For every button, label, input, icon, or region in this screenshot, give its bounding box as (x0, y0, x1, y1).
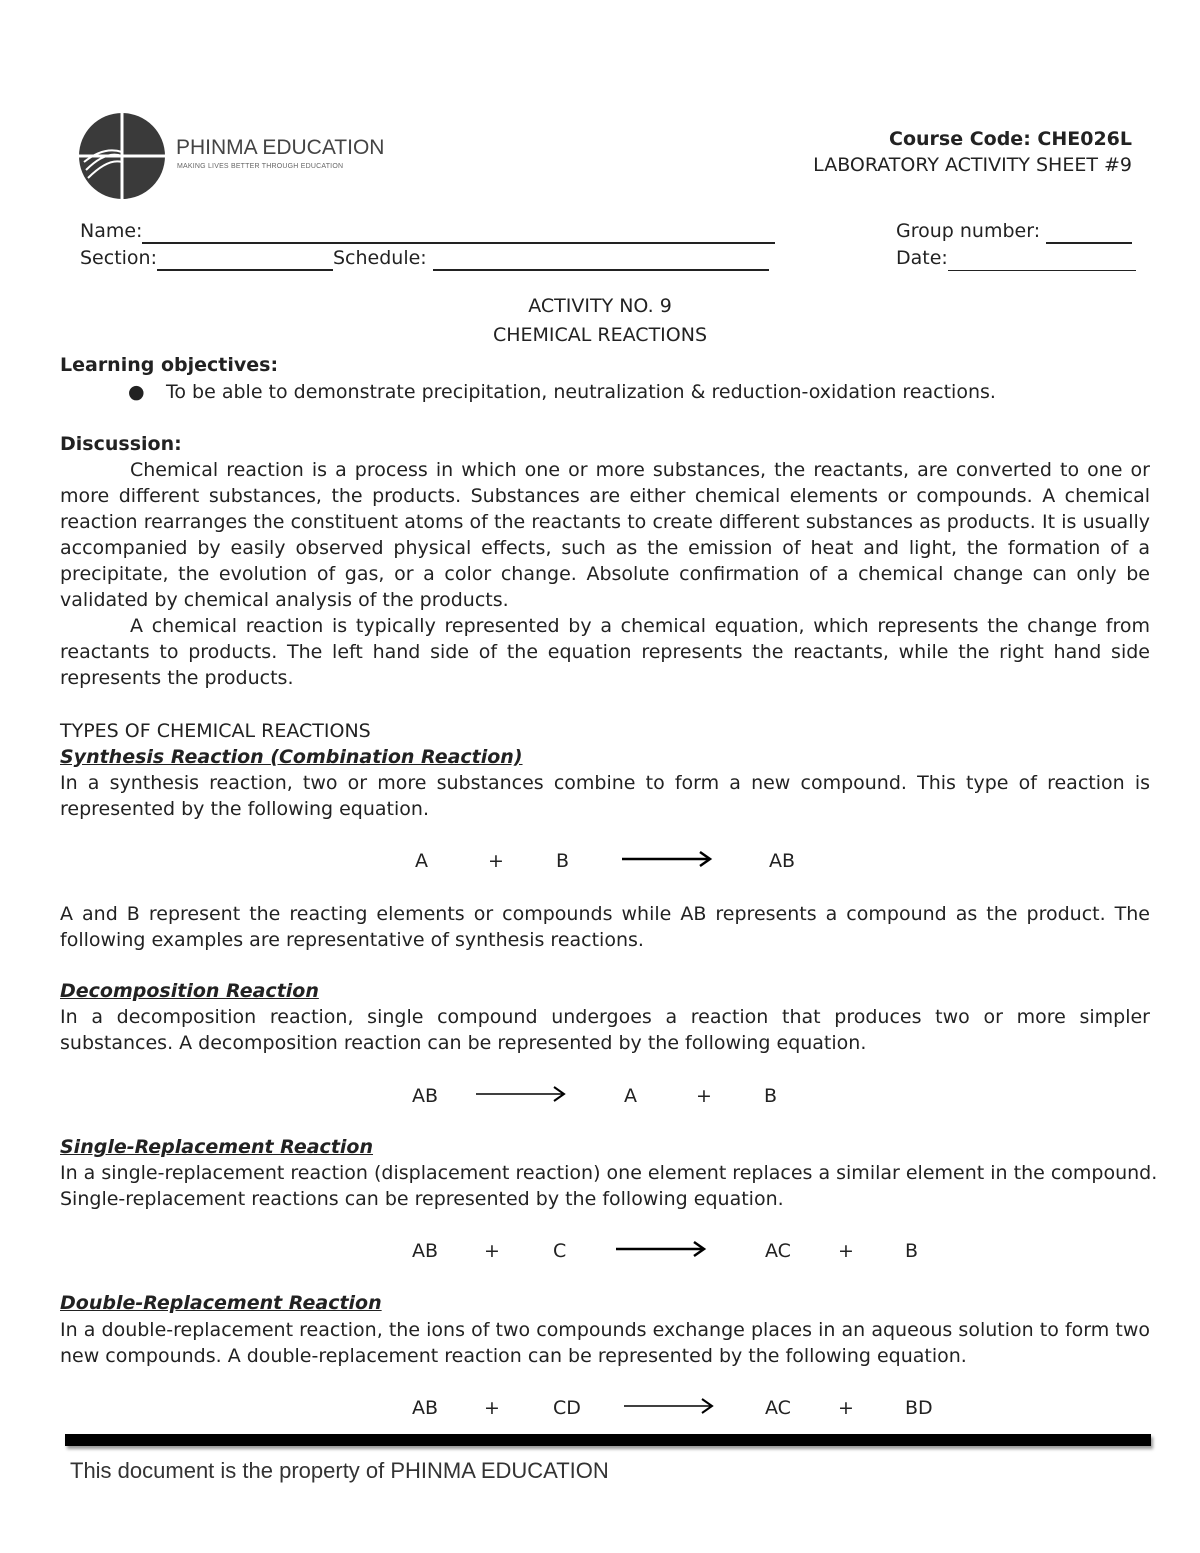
group-row (896, 218, 1132, 244)
schedule-field[interactable] (433, 247, 769, 271)
discussion-heading: Discussion: (60, 433, 182, 455)
discussion-p1: Chemical reaction is a process in which one or more substances, the reactants, are converted to one or more different substances, the products. Substances are either chemical elements or compounds. A chemical reaction rearranges the constituent atoms of the reactants to create different substances as products. It is usually accompanied by easily observed physical effects, such as the emission of heat and light, the formation of a precipitate, the evolution of gas, or a color change. Absolute confirmation of a chemical change can only be validated by chemical analysis of the products. (60, 459, 1150, 611)
bullet-icon: ● (128, 381, 145, 403)
single-replacement-desc: In a single-replacement reaction (displacement reaction) one element replaces a similar element in the compound. Single-replacement reactions can be represented by the following equation. (60, 1162, 1158, 1210)
synthesis-desc: In a synthesis reaction, two or more substances combine to form a new compound. This type of reaction is represented by the following equation. (60, 772, 1150, 820)
right-arrow-icon (614, 1239, 708, 1259)
name-field[interactable] (142, 220, 775, 244)
course-code: Course Code: CHE026L (889, 128, 1132, 150)
objective-item (128, 379, 996, 405)
section-label: Section: (80, 247, 157, 269)
schedule-label: Schedule: (333, 247, 427, 269)
activity-sheet-label: LABORATORY ACTIVITY SHEET #9 (813, 154, 1132, 176)
right-arrow-icon (620, 849, 714, 869)
eq-term: AB (412, 1397, 439, 1419)
eq-term: B (764, 1085, 778, 1107)
section-field[interactable] (157, 247, 333, 271)
eq-plus: + (696, 1085, 712, 1107)
eq-term: CD (553, 1397, 581, 1419)
name-label: Name: (80, 220, 143, 242)
eq-term: AC (765, 1240, 791, 1262)
phinma-logo-icon (76, 110, 176, 202)
types-heading: TYPES OF CHEMICAL REACTIONS (60, 720, 371, 742)
activity-number: ACTIVITY NO. 9 (528, 295, 672, 317)
eq-plus: + (838, 1240, 854, 1262)
eq-plus: + (484, 1397, 500, 1419)
eq-plus: + (484, 1240, 500, 1262)
eq-term: AB (412, 1085, 439, 1107)
footer-divider (65, 1434, 1151, 1446)
synthesis-after: A and B represent the reacting elements or compounds while AB represents a compound as the product. The following examples are representative of synthesis reactions. (60, 903, 1150, 951)
discussion-p2: A chemical reaction is typically represented by a chemical equation, which represents the change from reactants to products. The left hand side of the equation represents the reactants, while the right hand side represents the products. (60, 615, 1150, 689)
logo-brand: PHINMA EDUCATION (176, 136, 385, 159)
decomposition-title: Decomposition Reaction (60, 980, 319, 1002)
name-row (80, 218, 775, 244)
double-replacement-title: Double-Replacement Reaction (60, 1292, 382, 1314)
eq-term: A (624, 1085, 637, 1107)
eq-plus: + (488, 850, 504, 872)
eq-term: B (905, 1240, 919, 1262)
eq-term: B (556, 850, 570, 872)
eq-term: AC (765, 1397, 791, 1419)
logo-tagline: MAKING LIVES BETTER THROUGH EDUCATION (177, 163, 344, 170)
objective-text: To be able to demonstrate precipitation, neutralization & reduction-oxidation reactions. (166, 381, 996, 403)
group-field[interactable] (1046, 220, 1132, 244)
right-arrow-icon (622, 1396, 716, 1416)
date-label: Date: (896, 247, 948, 269)
eq-term: BD (905, 1397, 933, 1419)
date-row (896, 245, 1136, 271)
single-replacement-title: Single-Replacement Reaction (60, 1136, 373, 1158)
decomposition-desc: In a decomposition reaction, single compound undergoes a reaction that produces two or more simpler substances. A decomposition reaction can be represented by the following equation. (60, 1006, 1150, 1054)
logo (76, 110, 386, 205)
eq-term: AB (769, 850, 796, 872)
section-row (80, 245, 769, 271)
eq-term: C (553, 1240, 567, 1262)
objectives-heading: Learning objectives: (60, 354, 279, 376)
right-arrow-icon (474, 1084, 568, 1104)
footer-note (70, 1458, 609, 1484)
footer-prefix: This document is the property of (70, 1458, 391, 1483)
eq-term: AB (412, 1240, 439, 1262)
eq-plus: + (838, 1397, 854, 1419)
eq-term: A (415, 850, 428, 872)
double-replacement-desc: In a double-replacement reaction, the ions of two compounds exchange places in an aqueous solution to form two new compounds. A double-replacement reaction can be represented by the following equation. (60, 1319, 1150, 1367)
footer-brand: PHINMA EDUCATION (390, 1458, 609, 1483)
activity-title: CHEMICAL REACTIONS (492, 324, 708, 346)
synthesis-title: Synthesis Reaction (Combination Reaction) (60, 746, 523, 768)
group-label: Group number: (896, 220, 1041, 242)
date-field[interactable] (948, 248, 1136, 271)
